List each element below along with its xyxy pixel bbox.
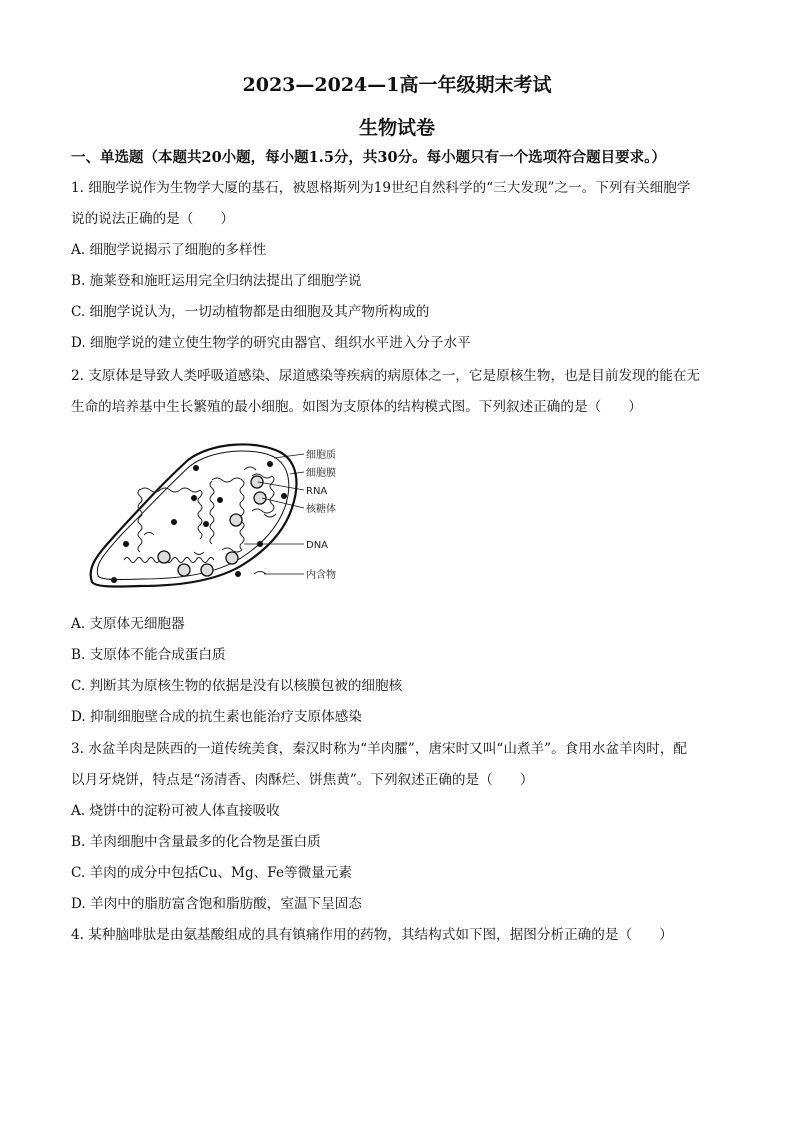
exam-subtitle: 生物试卷 (358, 117, 435, 139)
label-dna: DNA (306, 540, 329, 551)
inclusion-dot (193, 465, 199, 471)
section-heading: 一、单选题（本题共20小题，每小题1.5分，共30分。每小题只有一个选项符合题目要求。） (71, 149, 666, 166)
q3-option-b: B. 羊肉细胞中含量最多的化合物是蛋白质 (71, 834, 321, 850)
q2-option-d: D. 抑制细胞壁合成的抗生素也能治疗支原体感染 (71, 709, 362, 725)
q1-option-a: A. 细胞学说揭示了细胞的多样性 (71, 242, 267, 258)
q1-stem-line1: 1. 细胞学说作为生物学大厦的基石，被恩格斯列为19世纪自然科学的“三大发现”之一。下列有关细胞学 (71, 180, 691, 196)
q2-option-b: B. 支原体不能合成蛋白质 (71, 647, 226, 663)
q3-stem-line2: 以月牙烧饼，特点是“汤清香、肉酥烂、饼焦黄”。下列叙述正确的是（ ） (71, 772, 534, 788)
inclusion-dot (281, 493, 287, 499)
label-cytoplasm: 细胞质 (306, 450, 336, 461)
cell-membrane-inner (97, 451, 289, 580)
inclusion-dot (171, 519, 177, 525)
ribosome (178, 564, 190, 576)
inclusion-dot (267, 461, 273, 467)
inclusion-dot (111, 577, 117, 583)
ribosome (254, 492, 266, 504)
label-rna: RNA (306, 486, 328, 497)
q1-option-c: C. 细胞学说认为，一切动植物都是由细胞及其产物所构成的 (71, 304, 430, 320)
inclusion-dot (217, 497, 223, 503)
q2-option-c: C. 判断其为原核生物的依据是没有以核膜包被的细胞核 (71, 678, 403, 694)
ribosome (226, 552, 238, 564)
q2-stem-line1: 2. 支原体是导致人类呼吸道感染、尿道感染等疾病的病原体之一，它是原核生物，也是目前发现的能在无 (71, 368, 701, 384)
inclusion-dot (203, 521, 209, 527)
q1-option-b: B. 施莱登和施旺运用完全归纳法提出了细胞学说 (71, 273, 362, 289)
q2-stem-line2: 生命的培养基中生长繁殖的最小细胞。如图为支原体的结构模式图。下列叙述正确的是（ ） (71, 399, 642, 415)
ribosome (230, 514, 242, 526)
leader-line (262, 498, 304, 508)
inclusion-dot (235, 571, 241, 577)
q4-stem-line1: 4. 某种脑啡肽是由氨基酸组成的具有镇痛作用的药物，其结构式如下图，据图分析正确的是（ ） (71, 927, 673, 943)
q3-option-a: A. 烧饼中的淀粉可被人体直接吸收 (71, 803, 280, 819)
mycoplasma-diagram (84, 440, 374, 590)
label-ribosome: 核糖体 (306, 504, 336, 515)
inclusion-dot (123, 541, 129, 547)
exam-title: 2023—2024—1高一年级期末考试 (242, 74, 552, 96)
leader-line (274, 454, 304, 458)
ribosome (201, 564, 213, 576)
q1-stem-line2: 说的说法正确的是（ ） (71, 211, 235, 227)
leader-line (290, 472, 304, 474)
q1-option-d: D. 细胞学说的建立使生物学的研究由器官、组织水平进入分子水平 (71, 335, 471, 351)
label-membrane: 细胞膜 (306, 468, 336, 479)
ribosome (251, 476, 263, 488)
q3-option-d: D. 羊肉中的脂肪富含饱和脂肪酸，室温下呈固态 (71, 896, 362, 912)
q3-stem-line1: 3. 水盆羊肉是陕西的一道传统美食，秦汉时称为“羊肉臛”，唐宋时又叫“山煮羊”。食用水盆羊肉时，配 (71, 741, 688, 757)
q3-option-c: C. 羊肉的成分中包括Cu、Mg、Fe等微量元素 (71, 865, 352, 881)
inclusion-dot (191, 495, 197, 501)
mycoplasma-svg (84, 440, 374, 590)
q2-option-a: A. 支原体无细胞器 (71, 616, 185, 632)
ribosome (158, 551, 170, 563)
label-inclusion: 内含物 (306, 570, 336, 581)
